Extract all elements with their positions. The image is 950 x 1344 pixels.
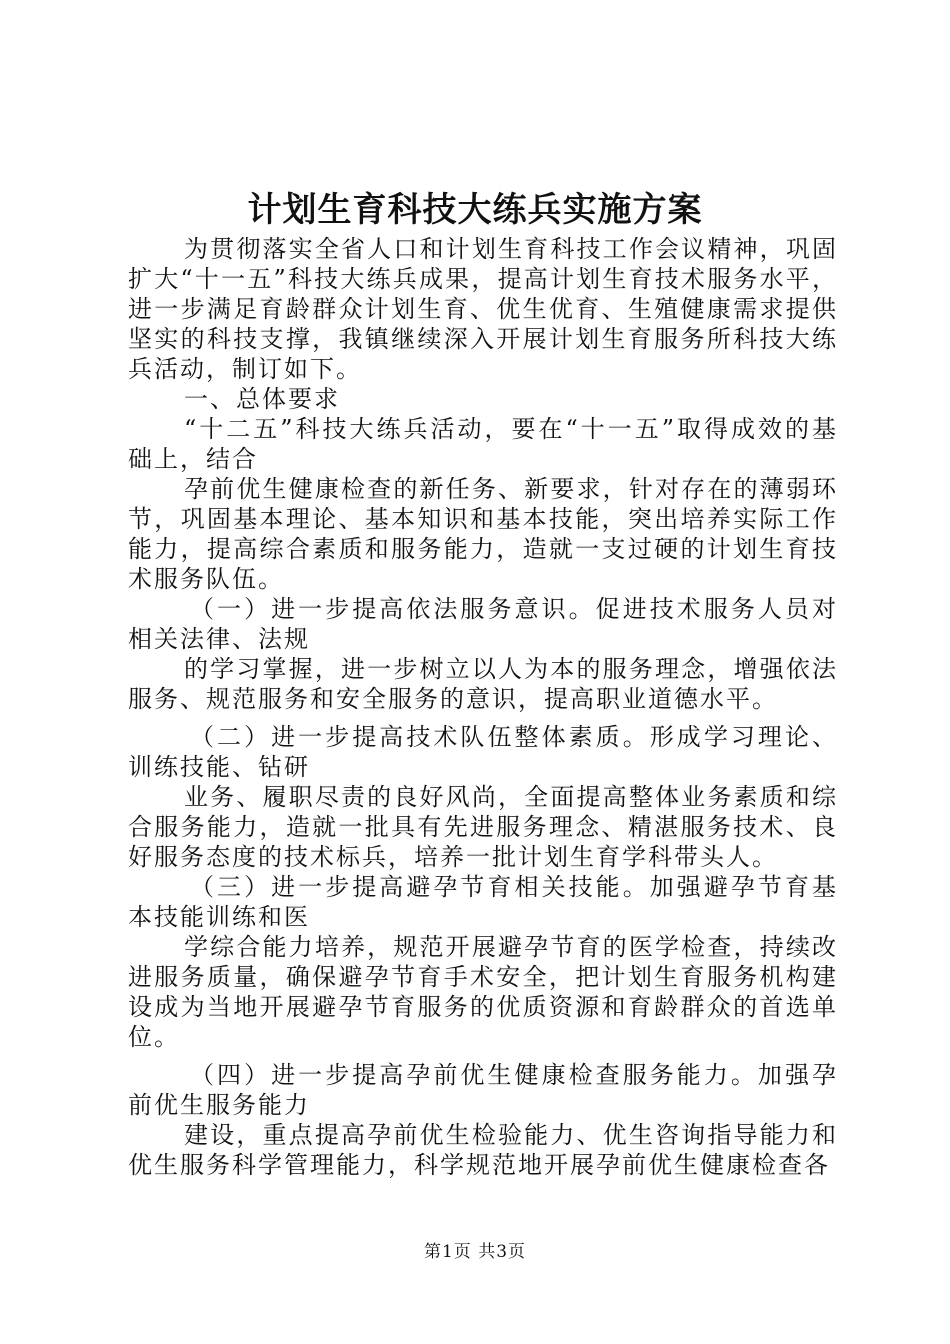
page-number-footer: 第1页 共3页: [423, 1242, 527, 1262]
paragraph-item-4-heading: （四）进一步提高孕前优生健康检查服务能力。加强孕前优生服务能力: [128, 1061, 838, 1119]
paragraph-item-1-heading: （一）进一步提高依法服务意识。促进技术服务人员对相关法律、法规: [128, 595, 838, 653]
paragraph-item-2-heading: （二）进一步提高技术队伍整体素质。形成学习理论、训练技能、钻研: [128, 723, 838, 781]
paragraph-general-requirements-cont: 孕前优生健康检查的新任务、新要求，针对存在的薄弱环节，巩固基本理论、基本知识和基本技能，突出培养实际工作能力，提高综合素质和服务能力，造就一支过硬的计划生育技术服务队伍。: [128, 475, 838, 593]
paragraph-item-2-body: 业务、履职尽责的良好风尚，全面提高整体业务素质和综合服务能力，造就一批具有先进服务理念、精湛服务技术、良好服务态度的技术标兵，培养一批计划生育学科带头人。: [128, 783, 838, 871]
section-heading-general-requirements: 一、总体要求: [184, 385, 340, 413]
paragraph-item-3-body: 学综合能力培养，规范开展避孕节育的医学检查，持续改进服务质量，确保避孕节育手术安全，把计划生育服务机构建设成为当地开展避孕节育服务的优质资源和育龄群众的首选单位。: [128, 933, 838, 1051]
document-body: [128, 234, 838, 1180]
paragraph-item-1-body: 的学习掌握，进一步树立以人为本的服务理念，增强依法服务、规范服务和安全服务的意识，提高职业道德水平。: [128, 655, 838, 713]
paragraph-general-requirements: “十二五”科技大练兵活动，要在“十一五”取得成效的基础上，结合: [128, 415, 838, 473]
paragraph-intro: 为贯彻落实全省人口和计划生育科技工作会议精神，巩固扩大“十一五”科技大练兵成果，提高计划生育技术服务水平，进一步满足育龄群众计划生育、优生优育、生殖健康需求提供坚实的科技支撑，我镇继续深入开展计划生育服务所科技大练兵活动，制订如下。: [128, 235, 838, 383]
paragraph-item-3-heading: （三）进一步提高避孕节育相关技能。加强避孕节育基本技能训练和医: [128, 873, 838, 931]
document-title: 计划生育科技大练兵实施方案: [247, 190, 703, 230]
paragraph-item-4-body: 建设，重点提高孕前优生检验能力、优生咨询指导能力和优生服务科学管理能力，科学规范地开展孕前优生健康检查各: [128, 1121, 838, 1179]
